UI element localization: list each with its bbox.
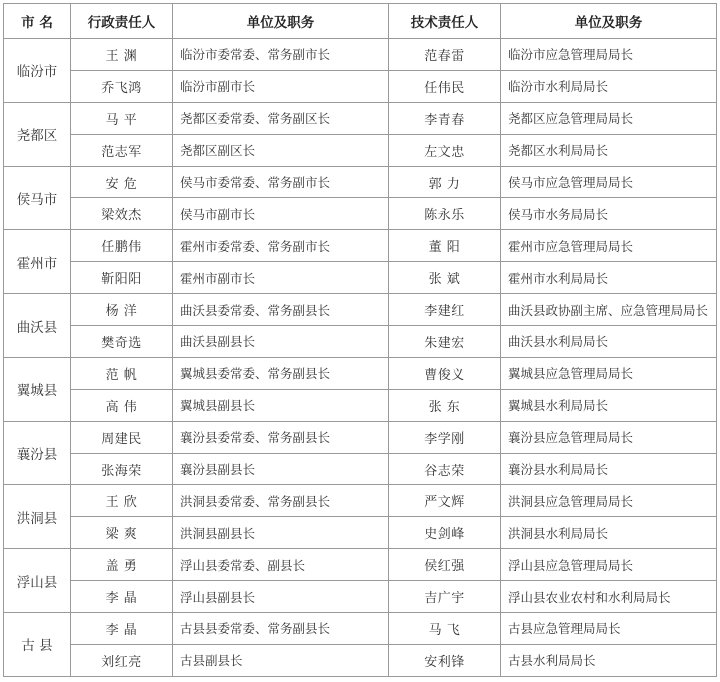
table-body: [4, 39, 717, 677]
admin-post-cell: 曲沃县副县长: [173, 326, 389, 358]
admin-post-cell: 襄汾县副县长: [173, 453, 389, 485]
tech-person-cell: 侯红强: [389, 549, 501, 581]
tech-post-cell: 曲沃县水利局局长: [501, 326, 717, 358]
admin-post-cell: 洪洞县委常委、常务副县长: [173, 485, 389, 517]
table-row: [4, 230, 717, 262]
tech-post-cell: 霍州市应急管理局局长: [501, 230, 717, 262]
admin-person-cell: 安 危: [71, 166, 173, 198]
table-row: [4, 549, 717, 581]
table-header: [4, 4, 717, 39]
tech-post-cell: 古县应急管理局局长: [501, 613, 717, 645]
header-tech-person: 技术责任人: [389, 4, 501, 39]
tech-person-cell: 李学刚: [389, 421, 501, 453]
tech-person-cell: 谷志荣: [389, 453, 501, 485]
tech-person-cell: 张 斌: [389, 262, 501, 294]
table-row: [4, 134, 717, 166]
table-row: [4, 294, 717, 326]
city-cell: 曲沃县: [4, 294, 71, 358]
admin-post-cell: 浮山县委常委、副县长: [173, 549, 389, 581]
admin-post-cell: 霍州市委常委、常务副市长: [173, 230, 389, 262]
admin-person-cell: 刘红亮: [71, 644, 173, 676]
table-row: [4, 198, 717, 230]
tech-post-cell: 霍州市水利局局长: [501, 262, 717, 294]
header-tech-post: 单位及职务: [501, 4, 717, 39]
admin-post-cell: 襄汾县委常委、常务副县长: [173, 421, 389, 453]
admin-post-cell: 尧都区副区长: [173, 134, 389, 166]
table-row: [4, 70, 717, 102]
tech-post-cell: 浮山县应急管理局局长: [501, 549, 717, 581]
city-cell: 翼城县: [4, 357, 71, 421]
table-row: [4, 262, 717, 294]
tech-post-cell: 浮山县农业农村和水利局局长: [501, 581, 717, 613]
table-row: [4, 39, 717, 71]
admin-person-cell: 梁 爽: [71, 517, 173, 549]
tech-person-cell: 任伟民: [389, 70, 501, 102]
tech-person-cell: 安利锋: [389, 644, 501, 676]
admin-post-cell: 侯马市副市长: [173, 198, 389, 230]
table-row: [4, 517, 717, 549]
table-row: [4, 389, 717, 421]
tech-post-cell: 翼城县应急管理局局长: [501, 357, 717, 389]
admin-person-cell: 靳阳阳: [71, 262, 173, 294]
city-cell: 洪洞县: [4, 485, 71, 549]
tech-person-cell: 马 飞: [389, 613, 501, 645]
tech-person-cell: 左文忠: [389, 134, 501, 166]
admin-post-cell: 侯马市委常委、常务副市长: [173, 166, 389, 198]
admin-person-cell: 乔飞鸿: [71, 70, 173, 102]
admin-post-cell: 尧都区委常委、常务副区长: [173, 102, 389, 134]
tech-person-cell: 范春雷: [389, 39, 501, 71]
admin-person-cell: 王 渊: [71, 39, 173, 71]
admin-person-cell: 周建民: [71, 421, 173, 453]
tech-person-cell: 郭 力: [389, 166, 501, 198]
tech-person-cell: 史剑峰: [389, 517, 501, 549]
admin-post-cell: 古县副县长: [173, 644, 389, 676]
admin-post-cell: 古县县委常委、常务副县长: [173, 613, 389, 645]
table-row: [4, 613, 717, 645]
admin-person-cell: 梁效杰: [71, 198, 173, 230]
admin-person-cell: 马 平: [71, 102, 173, 134]
admin-post-cell: 翼城县副县长: [173, 389, 389, 421]
tech-post-cell: 尧都区水利局局长: [501, 134, 717, 166]
table-row: [4, 166, 717, 198]
tech-post-cell: 翼城县水利局局长: [501, 389, 717, 421]
admin-post-cell: 翼城县委常委、常务副县长: [173, 357, 389, 389]
table-row: [4, 644, 717, 676]
admin-person-cell: 任鹏伟: [71, 230, 173, 262]
table-row: [4, 581, 717, 613]
city-cell: 襄汾县: [4, 421, 71, 485]
admin-post-cell: 临汾市委常委、常务副市长: [173, 39, 389, 71]
city-cell: 古 县: [4, 613, 71, 677]
tech-post-cell: 侯马市应急管理局局长: [501, 166, 717, 198]
tech-person-cell: 李青春: [389, 102, 501, 134]
admin-person-cell: 范 帆: [71, 357, 173, 389]
tech-post-cell: 襄汾县应急管理局局长: [501, 421, 717, 453]
admin-person-cell: 李 晶: [71, 581, 173, 613]
city-cell: 浮山县: [4, 549, 71, 613]
table-row: [4, 453, 717, 485]
tech-person-cell: 严文辉: [389, 485, 501, 517]
tech-person-cell: 李建红: [389, 294, 501, 326]
tech-person-cell: 董 阳: [389, 230, 501, 262]
admin-person-cell: 范志军: [71, 134, 173, 166]
admin-person-cell: 张海荣: [71, 453, 173, 485]
admin-post-cell: 曲沃县委常委、常务副县长: [173, 294, 389, 326]
admin-post-cell: 浮山县副县长: [173, 581, 389, 613]
table-row: [4, 102, 717, 134]
tech-post-cell: 古县水利局局长: [501, 644, 717, 676]
header-row: [4, 4, 717, 39]
admin-person-cell: 杨 洋: [71, 294, 173, 326]
tech-post-cell: 曲沃县政协副主席、应急管理局局长: [501, 294, 717, 326]
admin-post-cell: 临汾市副市长: [173, 70, 389, 102]
tech-person-cell: 陈永乐: [389, 198, 501, 230]
city-cell: 尧都区: [4, 102, 71, 166]
tech-person-cell: 曹俊义: [389, 357, 501, 389]
admin-person-cell: 盖 勇: [71, 549, 173, 581]
admin-person-cell: 樊奇选: [71, 326, 173, 358]
table-row: [4, 326, 717, 358]
header-admin-person: 行政责任人: [71, 4, 173, 39]
header-city: 市 名: [4, 4, 71, 39]
admin-person-cell: 高 伟: [71, 389, 173, 421]
tech-post-cell: 尧都区应急管理局局长: [501, 102, 717, 134]
city-cell: 侯马市: [4, 166, 71, 230]
responsibility-table: [3, 3, 717, 677]
admin-person-cell: 李 晶: [71, 613, 173, 645]
tech-post-cell: 临汾市水利局局长: [501, 70, 717, 102]
admin-person-cell: 王 欣: [71, 485, 173, 517]
tech-post-cell: 临汾市应急管理局局长: [501, 39, 717, 71]
city-cell: 临汾市: [4, 39, 71, 103]
table-row: [4, 357, 717, 389]
tech-post-cell: 襄汾县水利局局长: [501, 453, 717, 485]
tech-post-cell: 侯马市水务局局长: [501, 198, 717, 230]
tech-person-cell: 吉广宇: [389, 581, 501, 613]
admin-post-cell: 洪洞县副县长: [173, 517, 389, 549]
tech-post-cell: 洪洞县水利局局长: [501, 517, 717, 549]
admin-post-cell: 霍州市副市长: [173, 262, 389, 294]
header-admin-post: 单位及职务: [173, 4, 389, 39]
tech-post-cell: 洪洞县应急管理局局长: [501, 485, 717, 517]
responsibility-table-container: [3, 3, 717, 677]
table-row: [4, 421, 717, 453]
tech-person-cell: 朱建宏: [389, 326, 501, 358]
city-cell: 霍州市: [4, 230, 71, 294]
table-row: [4, 485, 717, 517]
tech-person-cell: 张 东: [389, 389, 501, 421]
